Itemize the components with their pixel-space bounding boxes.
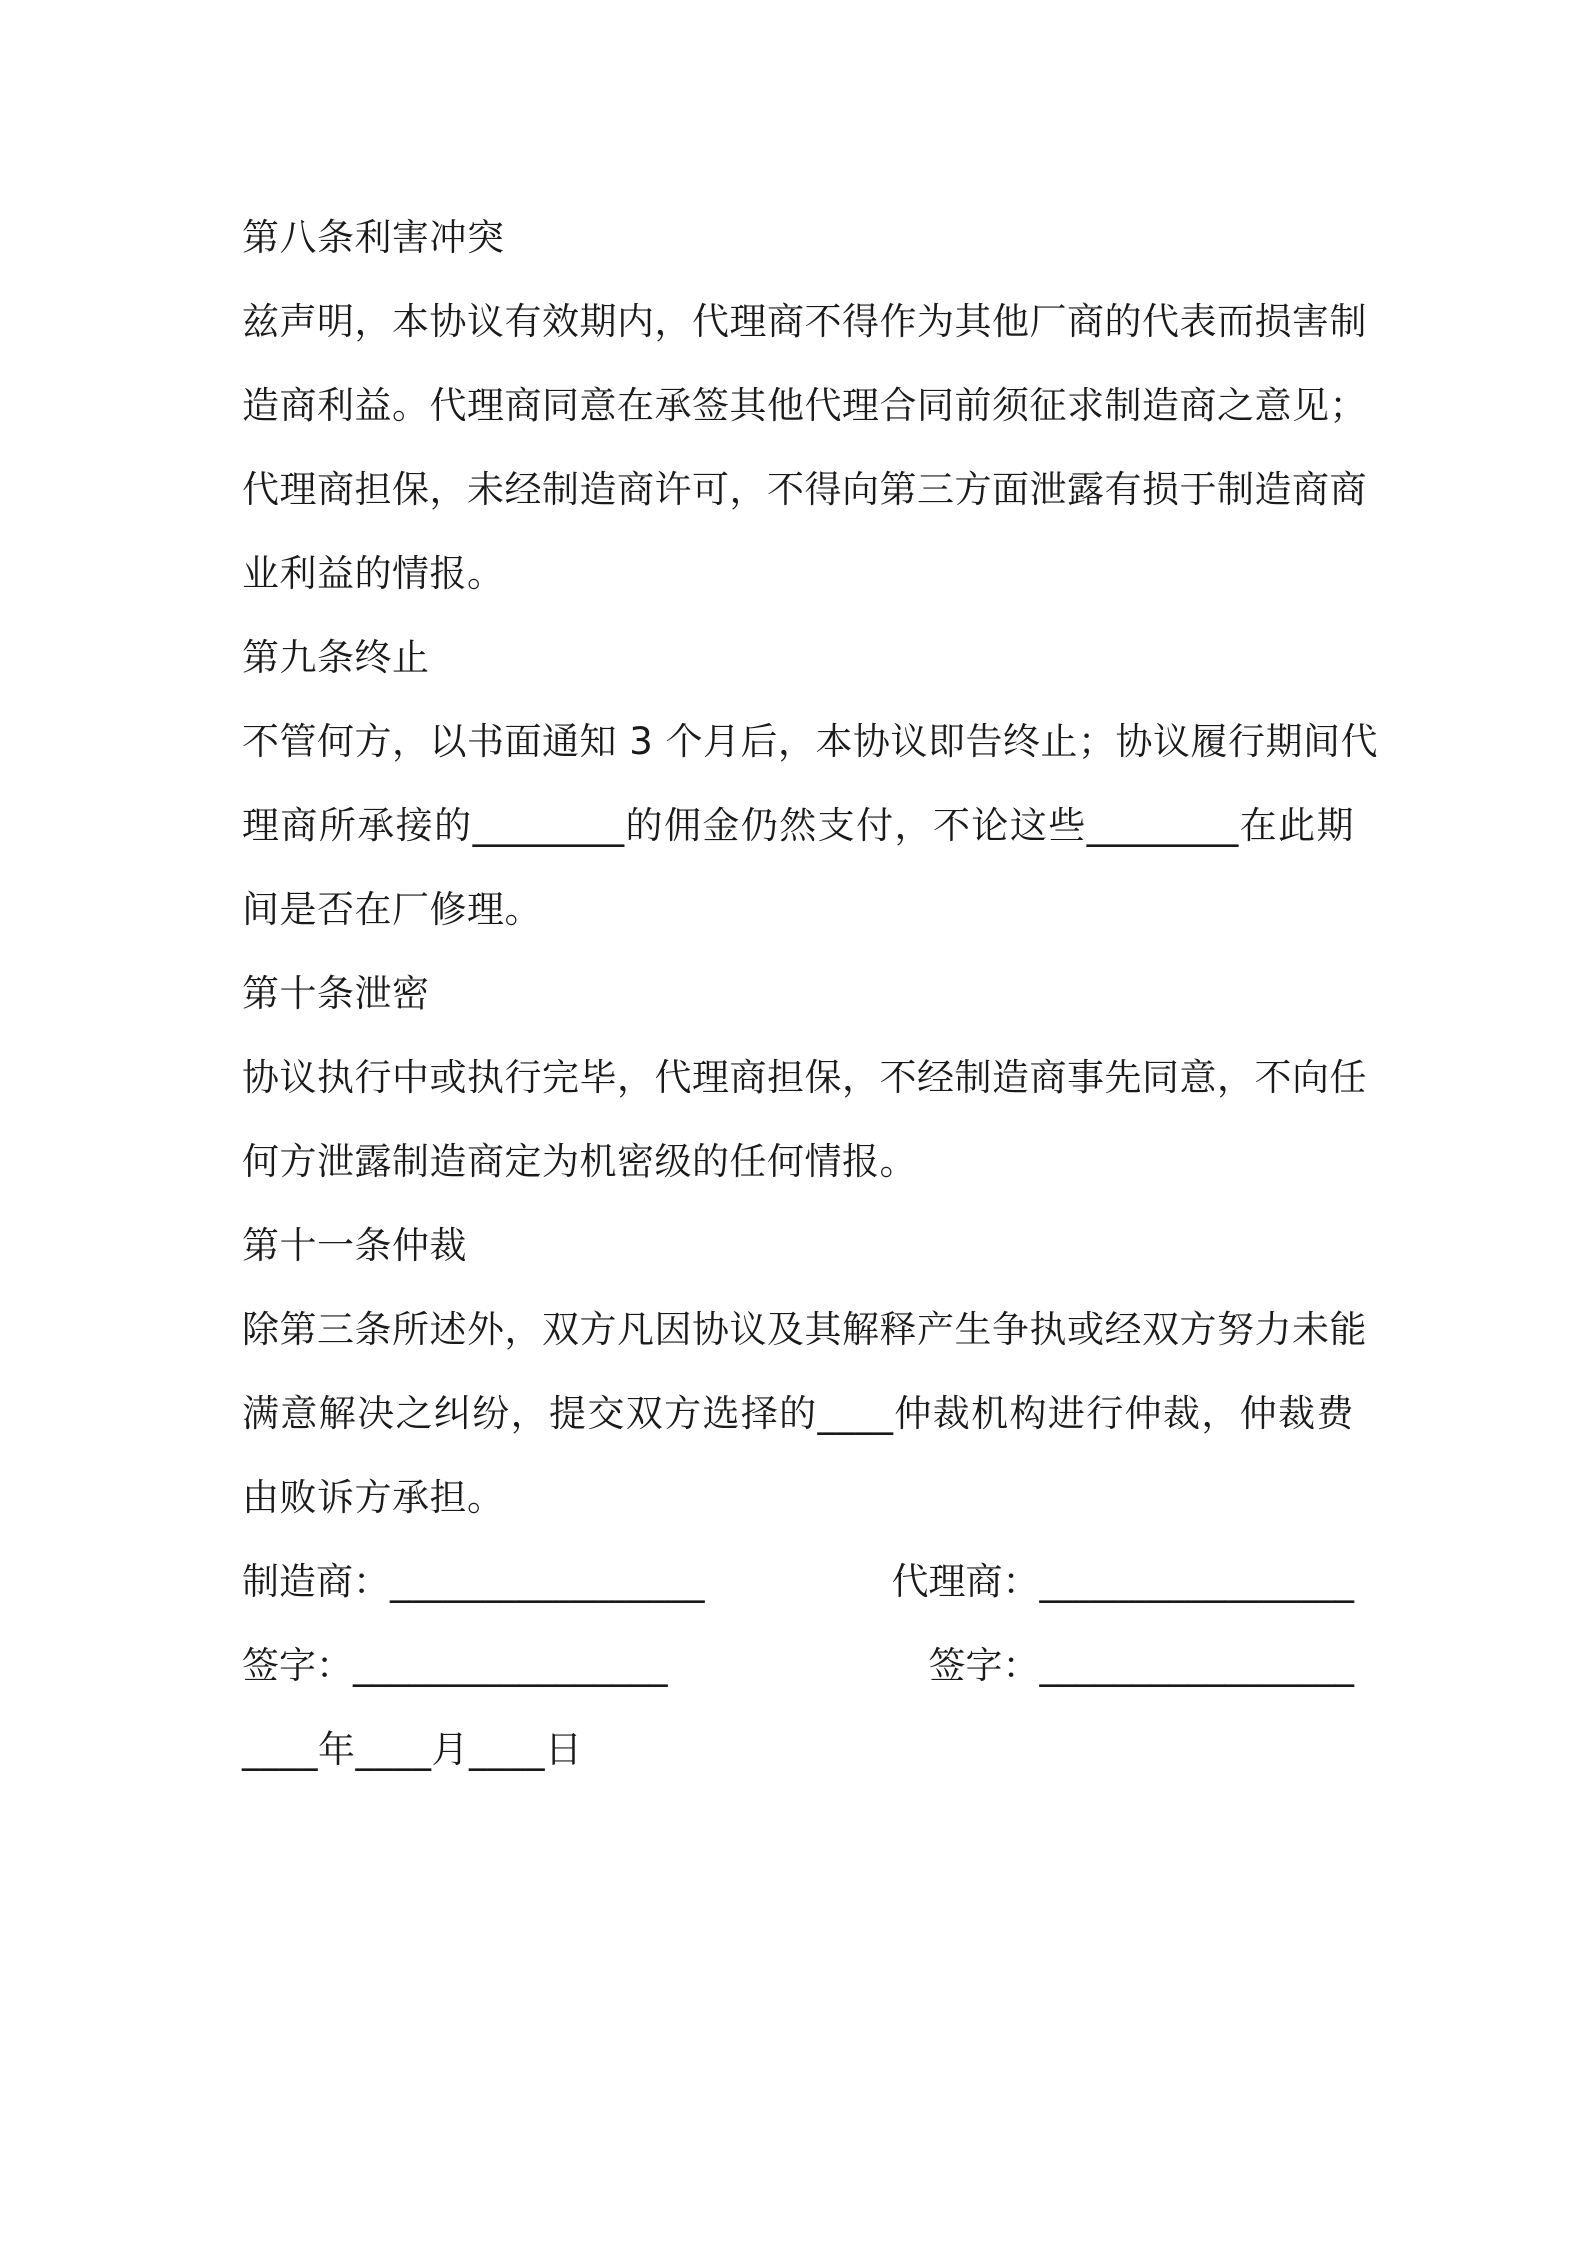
document-page	[242, 196, 1379, 1792]
sign-row	[242, 1624, 1354, 1708]
article-9-line: 不管何方，以书面通知 3 个月后，本协议即告终止；协议履行期间代	[242, 720, 1379, 763]
agent-field	[892, 1540, 1355, 1624]
article-11-body	[242, 1288, 1367, 1540]
article-11-line: 由败诉方承担。	[242, 1476, 505, 1519]
article-11-heading: 第十一条仲裁	[242, 1224, 467, 1267]
sign-left-blank: _________________	[353, 1644, 668, 1687]
article-10-line: 何方泄露制造商定为机密级的任何情报。	[242, 1140, 917, 1183]
article-8-heading: 第八条利害冲突	[242, 216, 505, 259]
sign-left-label: 签字：	[242, 1644, 353, 1687]
manufacturer-label: 制造商：	[242, 1560, 390, 1603]
date-line: ____年____月____日	[242, 1728, 583, 1771]
article-9-line: 间是否在厂修理。	[242, 888, 542, 931]
agent-label: 代理商：	[891, 1560, 1040, 1603]
article-8-line: 兹声明，本协议有效期内，代理商不得作为其他厂商的代表而损害制	[242, 300, 1367, 343]
article-9-line: 理商所承接的________的佣金仍然支付，不论这些________在此期	[242, 804, 1354, 847]
article-8-line: 业利益的情报。	[242, 552, 505, 595]
article-11-line: 满意解决之纠纷，提交双方选择的____仲裁机构进行仲裁，仲裁费	[242, 1392, 1354, 1435]
sign-left-field	[242, 1624, 668, 1708]
article-10-heading: 第十条泄密	[242, 972, 430, 1015]
article-9-heading: 第九条终止	[242, 636, 430, 679]
article-10-body	[242, 1036, 1367, 1204]
sign-right-field	[929, 1624, 1355, 1708]
manufacturer-field	[242, 1540, 705, 1624]
article-10-line: 协议执行中或执行完毕，代理商担保，不经制造商事先同意，不向任	[242, 1056, 1367, 1099]
agent-blank: _________________	[1039, 1560, 1354, 1603]
party-signature-row	[242, 1540, 1354, 1624]
article-8-line: 代理商担保，未经制造商许可，不得向第三方面泄露有损于制造商商	[242, 468, 1367, 511]
article-9-body	[242, 700, 1379, 952]
sign-right-label: 签字：	[928, 1644, 1040, 1687]
sign-right-blank: _________________	[1039, 1644, 1354, 1687]
manufacturer-blank: _________________	[390, 1560, 705, 1603]
article-8-line: 造商利益。代理商同意在承签其他代理合同前须征求制造商之意见；	[242, 384, 1367, 427]
article-11-line: 除第三条所述外，双方凡因协议及其解释产生争执或经双方努力未能	[242, 1308, 1367, 1351]
article-8-body	[242, 280, 1367, 616]
